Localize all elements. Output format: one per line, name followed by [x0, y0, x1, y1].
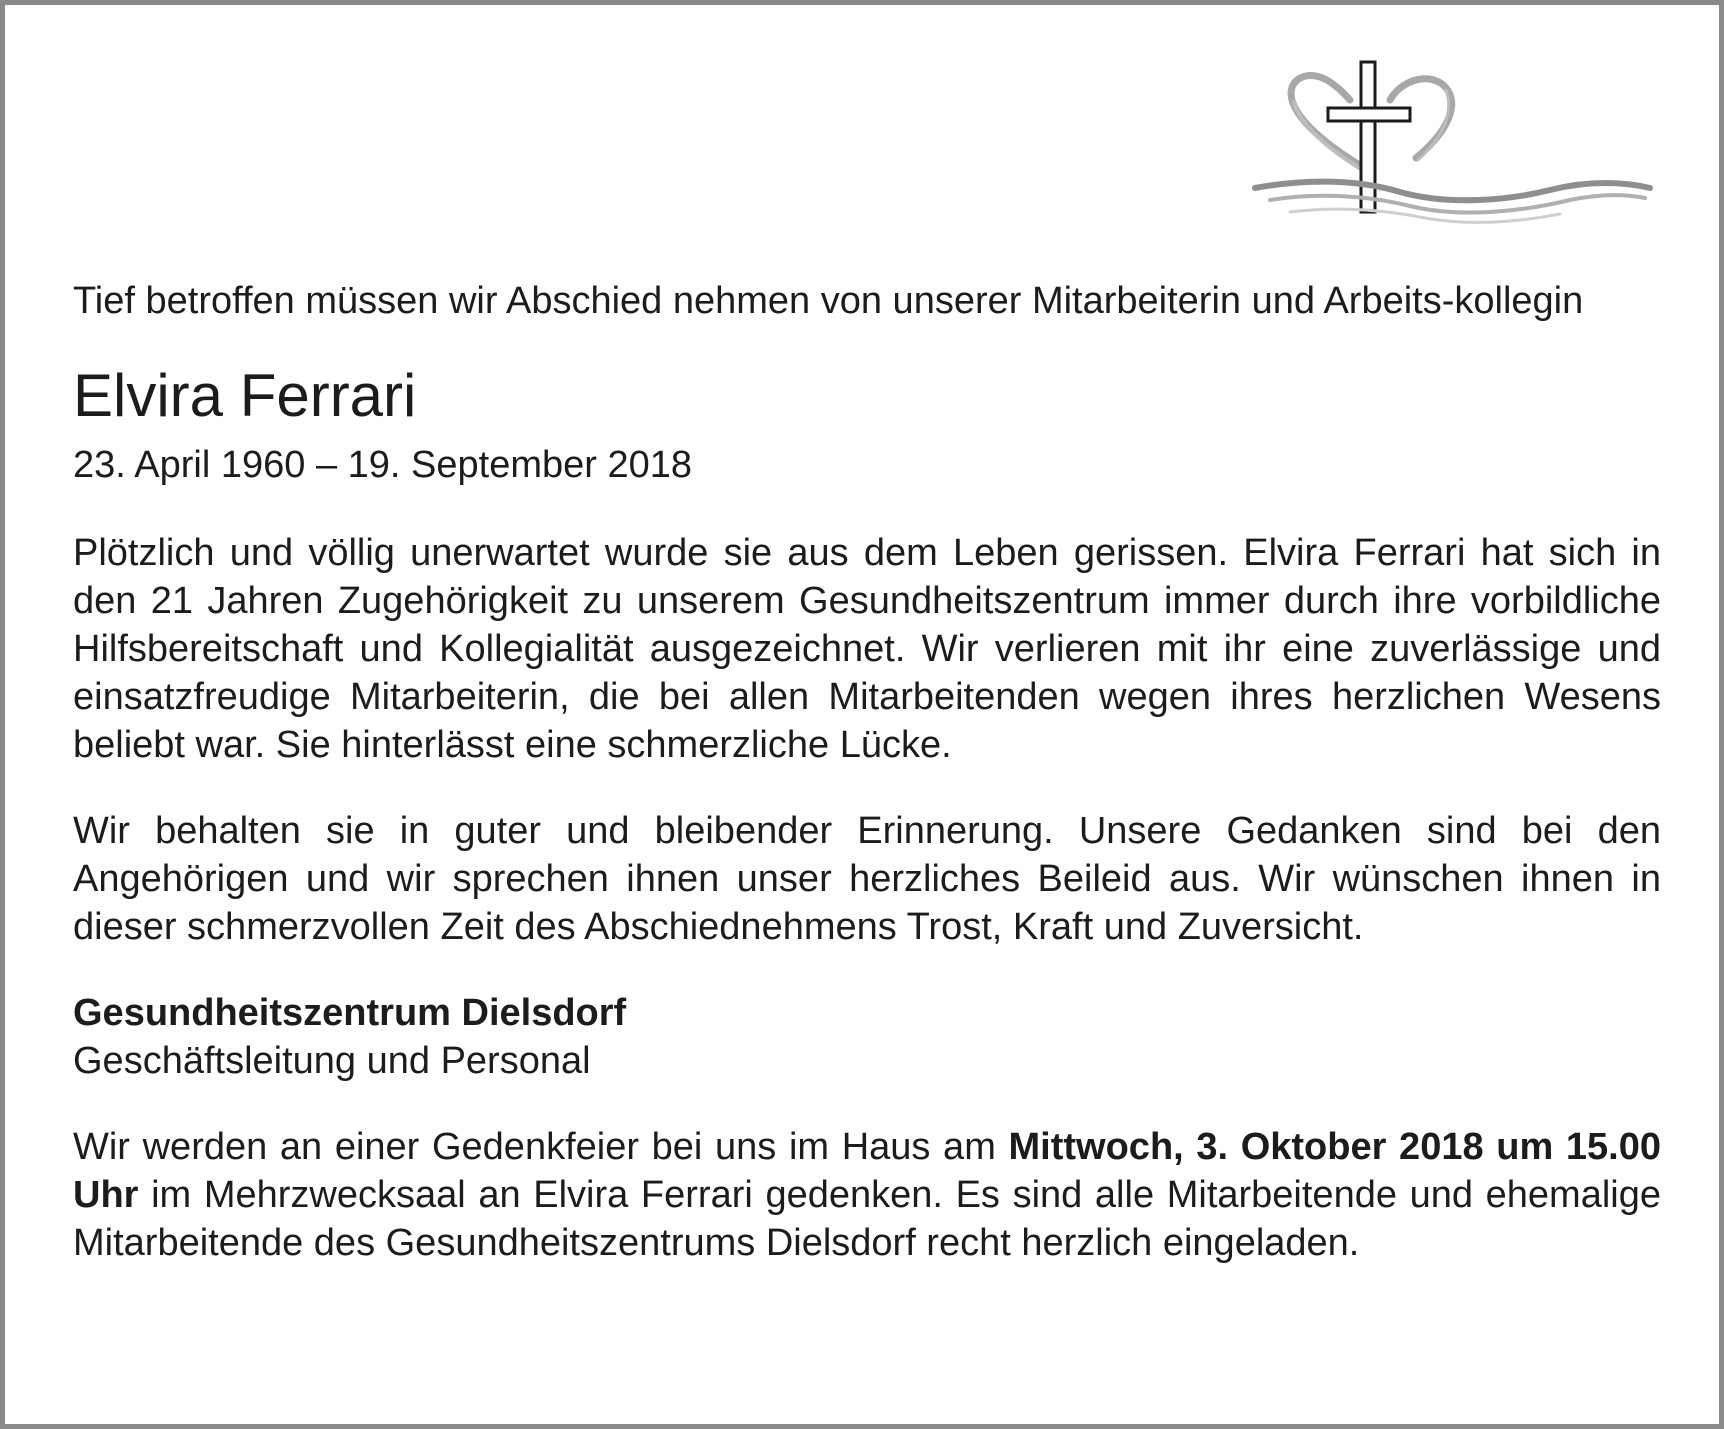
life-dates: 23. April 1960 – 19. September 2018 — [73, 444, 693, 486]
heart-cross-waves-icon — [1250, 60, 1655, 245]
tribute-paragraph: Plötzlich und völlig unerwartet wurde sie aus dem Leben gerissen. Elvira Ferrari hat sich in den 21 Jahren Zugehörigkeit zu unserem Gesundheitszentrum immer durch ihre vorbildliche Hilfsbereitschaft und Kollegialität ausgezeichnet. Wir verlieren mit ihr eine zuverlässige und einsatzfreudige Mitarbeiterin, die bei allen Mitarbeitenden wegen ihres herzlichen Wesens beliebt war. Sie hinterlässt eine schmerzliche Lücke. — [73, 532, 1661, 766]
deceased-name: Elvira Ferrari — [73, 362, 417, 429]
invitation-details: im Mehrzwecksaal an Elvira Ferrari gedenken. Es sind alle Mitarbeitende und ehemalige Mitarbeitende des Gesundheitszentrums Dielsdorf recht herzlich eingeladen. — [73, 1174, 1661, 1264]
memorial-invitation — [73, 1123, 1661, 1267]
organization-name: Gesundheitszentrum Dielsdorf — [73, 992, 627, 1034]
notice-content — [73, 277, 1661, 1267]
condolence-paragraph: Wir behalten sie in guter und bleibender Erinnerung. Unsere Gedanken sind bei den Angehörigen und wir sprechen ihnen unser herzliches Beileid aus. Wir wünschen ihnen in dieser schmerzvollen Zeit des Abschiednehmens Trost, Kraft und Zuversicht. — [73, 810, 1661, 948]
intro-text: Tief betroffen müssen wir Abschied nehmen von unserer Mitarbeiterin und Arbeits-kollegin — [73, 280, 1584, 322]
memorial-date-time: Mittwoch, 3. Oktober 2018 um 15.00 Uhr — [73, 1126, 1661, 1216]
invitation-lead: Wir werden an einer Gedenkfeier bei uns im Haus am — [73, 1126, 1009, 1168]
organization-subtitle: Geschäftsleitung und Personal — [73, 1040, 591, 1082]
